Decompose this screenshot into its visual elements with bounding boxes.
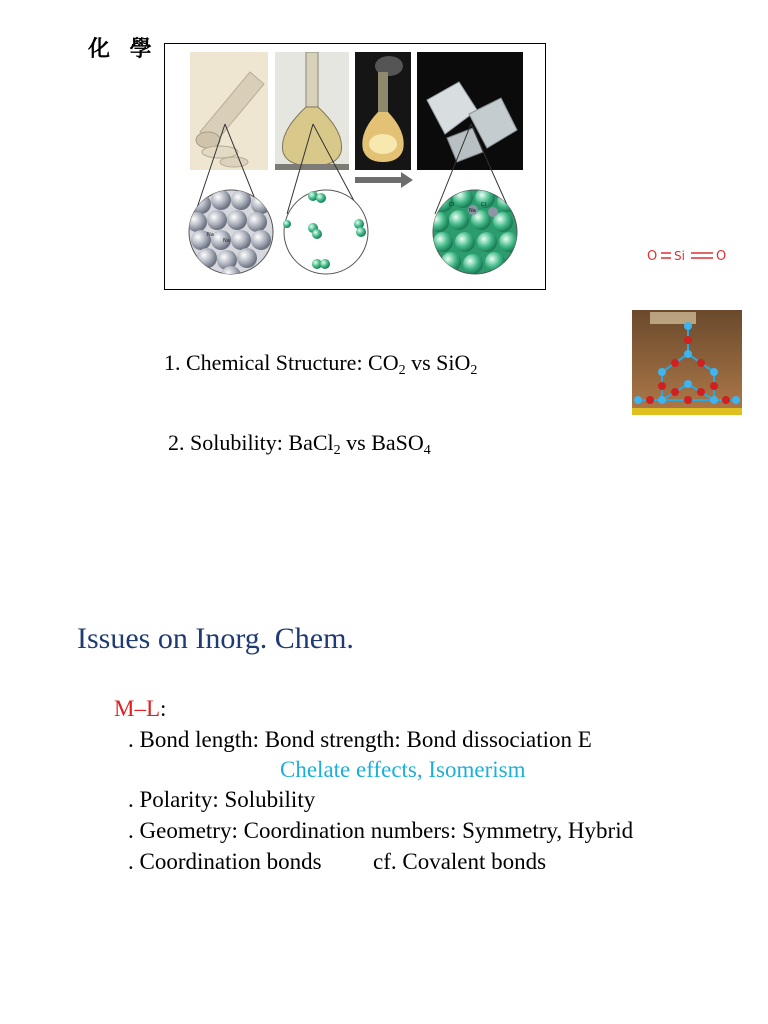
bullet-geometry: . Geometry: Coordination numbers: Symmetry, Hybrid xyxy=(128,818,634,843)
sodium-label: Na xyxy=(469,208,476,214)
item-solubility: 2. Solubility: BaCl$_2$ vs BaSO$_4$ xyxy=(168,430,431,458)
bullet-coordination-bonds: . Coordination bonds xyxy=(128,849,322,874)
sio2-lattice-image xyxy=(632,310,742,415)
chelate-isomerism-note: Chelate effects, Isomerism xyxy=(280,757,526,782)
bullet-polarity: . Polarity: Solubility xyxy=(128,787,316,812)
issues-heading: Issues on Inorg. Chem. xyxy=(77,622,354,655)
sodium-label: Na xyxy=(223,238,230,244)
chlorine-label: Cl xyxy=(449,202,454,208)
page-title: 化 學 xyxy=(88,37,158,62)
chlorine-molecules-circle xyxy=(281,184,371,280)
oxygen-label: O xyxy=(647,249,658,264)
nacl-lattice-circle xyxy=(429,184,521,280)
oxygen-label: O xyxy=(716,249,727,264)
covalent-bonds-note: cf. Covalent bonds xyxy=(373,849,547,874)
bullet-bond-length: . Bond length: Bond strength: Bond dissociation E xyxy=(128,727,592,752)
silicon-label: Si xyxy=(674,249,685,263)
osio-structure xyxy=(643,218,729,292)
item-chemical-structure: 1. Chemical Structure: $CO_2$ vs SiO$_2$ xyxy=(164,350,478,378)
sodium-lattice-circle xyxy=(187,184,275,280)
sodium-label: Na xyxy=(207,232,214,238)
chlorine-label: Cl xyxy=(481,202,486,208)
chemistry-figure xyxy=(164,43,546,290)
ml-label: M–L: xyxy=(114,696,167,721)
